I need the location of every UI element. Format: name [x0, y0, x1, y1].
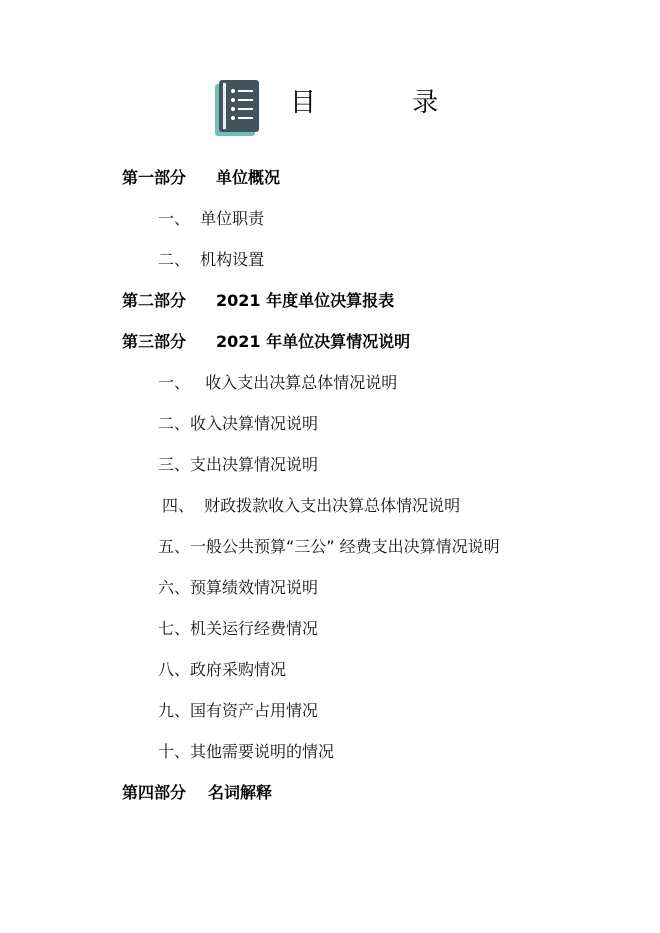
toc-sub-entry: 一、 收入支出决算总体情况说明: [158, 373, 398, 392]
toc-part-entry: [122, 291, 394, 311]
toc-sub-entry: 八、政府采购情况: [158, 660, 287, 679]
toc-sub-entry: 三、支出决算情况说明: [158, 455, 319, 474]
toc-header: [212, 80, 483, 138]
part-title: 名词解释: [208, 783, 273, 802]
part-title: 单位概况: [216, 168, 281, 187]
toc-sub-entry: 六、预算绩效情况说明: [158, 578, 319, 597]
toc-sub-entry: 四、 财政拨款收入支出决算总体情况说明: [162, 496, 461, 515]
part-title: 2021 年单位决算情况说明: [216, 332, 411, 351]
toc-sub-entry: 十、其他需要说明的情况: [158, 742, 335, 761]
part-number: 第四部分: [122, 783, 187, 802]
part-number: 第二部分: [122, 291, 187, 310]
toc-sub-entry: 二、收入决算情况说明: [158, 414, 319, 433]
toc-sub-entry: 九、国有资产占用情况: [158, 701, 319, 720]
toc-sub-entry: 五、一般公共预算“三公” 经费支出决算情况说明: [158, 537, 500, 556]
toc-title: 目 录: [290, 88, 483, 118]
toc-part-entry: [122, 168, 280, 188]
toc-part-entry: [122, 332, 410, 352]
part-number: 第三部分: [122, 332, 187, 351]
book-list-icon: [212, 80, 260, 138]
toc-sub-entry: 二、 机构设置: [158, 250, 265, 269]
toc-sub-entry: 七、机关运行经费情况: [158, 619, 319, 638]
part-title: 2021 年度单位决算报表: [216, 291, 395, 310]
part-number: 第一部分: [122, 168, 187, 187]
toc-part-entry: [122, 783, 272, 803]
toc-sub-entry: 一、 单位职责: [158, 209, 265, 228]
